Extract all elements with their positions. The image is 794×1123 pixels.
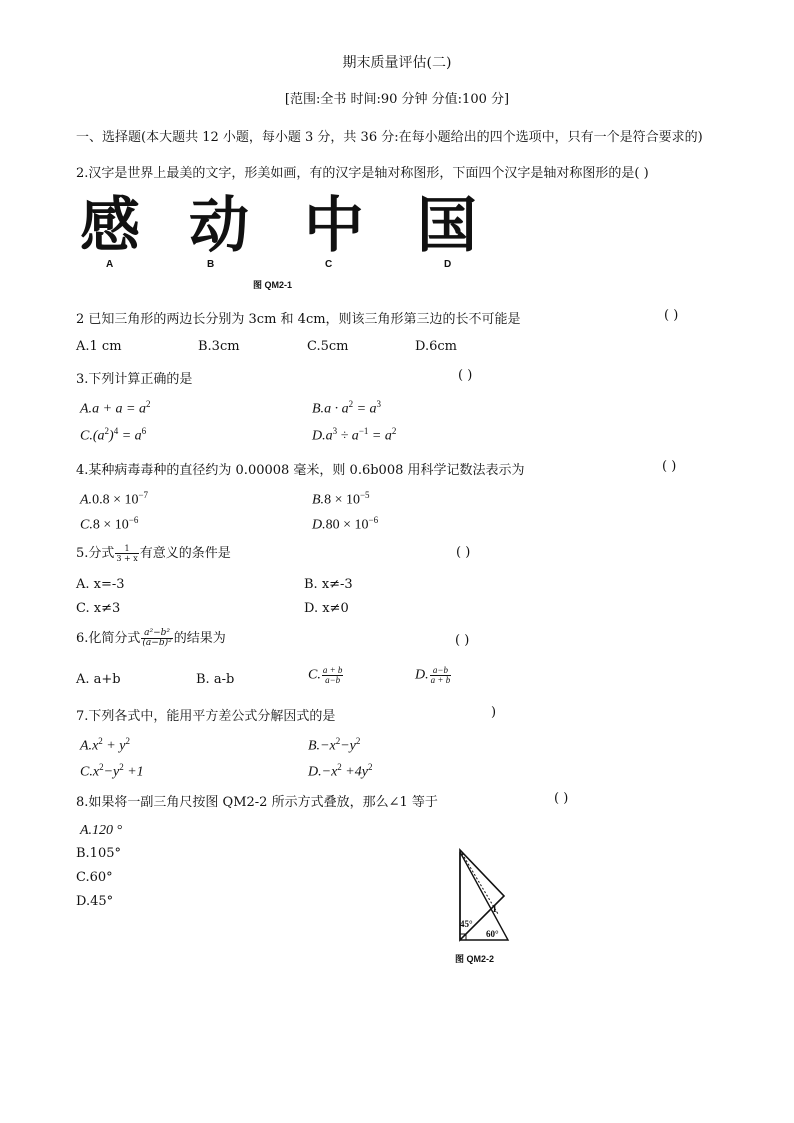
q4-option-d: $D.80 \times 10^{-6}$ <box>312 515 379 533</box>
char-label-b: B <box>207 259 215 270</box>
question-8-paren: ( ) <box>554 791 569 806</box>
question-7-paren: ) <box>491 705 497 720</box>
q6-option-c: C. $\frac{a + b}{a-b}$ <box>308 665 343 685</box>
q5-option-c: C. x≠3 <box>76 601 121 616</box>
q7-option-a: $A.x^2 + y^2$ <box>80 736 130 754</box>
figure-1-caption: 图 QM2-1 <box>253 280 293 290</box>
page-title: 期末质量评估(二) <box>342 55 452 71</box>
q3-option-b: $B.a \cdot a^2 = a^3$ <box>312 399 382 417</box>
char-a: 感 <box>80 191 140 261</box>
char-c: 中 <box>304 191 364 261</box>
q8-option-a: A.120 ° <box>80 823 123 838</box>
q5-option-a: A. x=-3 <box>76 577 125 592</box>
question-2-text: 2 已知三角形的两边长分别为 3cm 和 4cm，则该三角形第三边的长不可能是 <box>76 312 521 327</box>
q8-option-c: C.60° <box>76 870 113 885</box>
q7-option-d: $D.-x^2 +4y^2$ <box>308 762 373 780</box>
angle-1-label: 1 <box>492 904 497 915</box>
char-label-c: C <box>325 259 333 270</box>
question-3-paren: ( ) <box>458 368 473 383</box>
question-5-paren: ( ) <box>456 545 471 560</box>
q3-option-a: $A.a + a = a^2$ <box>80 399 151 417</box>
figure-2-caption: 图 QM2-2 <box>455 954 495 964</box>
triangle-rulers-figure <box>448 840 518 948</box>
q6-option-d: D. $\frac{a-b}{a + b}$ <box>415 665 451 685</box>
q8-option-d: D.45° <box>76 894 114 909</box>
q4-option-c: $C.8 \times 10^{-6}$ <box>80 515 139 533</box>
angle-45-label: 45° <box>460 919 473 929</box>
q4-option-b: $B.8 \times 10^{-5}$ <box>312 490 370 508</box>
char-b: 动 <box>189 191 249 261</box>
question-2-paren: ( ) <box>664 308 679 323</box>
q2-option-b: B.3cm <box>198 339 240 354</box>
q5-fraction: $\frac{1}{3 + x}$ <box>116 544 138 563</box>
question-6-text: 6.化简分式 $\frac{\text{a²−b²}}{\text{(a−b)²}}$ 的结果为 <box>76 628 226 648</box>
q6-option-b: B. a-b <box>196 672 235 687</box>
q5-option-b: B. x≠-3 <box>304 577 353 592</box>
section-heading: 一、选择题(本大题共 12 小题，每小题 3 分，共 36 分:在每小题给出的四个选项中，只有一个是符合要求的) <box>76 130 703 145</box>
q2-option-a: A.1 cm <box>76 339 122 354</box>
q6-option-a: A. a+b <box>76 672 121 687</box>
q7-option-b: $B.-x^2-y^2$ <box>308 736 361 754</box>
question-4-text: 4.某种病毒毒种的直径约为 0.00008 毫米，则 0.6b008 用科学记数法表示为 <box>76 463 525 478</box>
question-7-text: 7.下列各式中，能用平方差公式分解因式的是 <box>76 709 336 724</box>
q2-option-d: D.6cm <box>415 339 457 354</box>
char-label-d: D <box>444 259 452 270</box>
q8-option-b: B.105° <box>76 846 121 861</box>
q3-option-c: $C.(a^2)^4 = a^6$ <box>80 426 147 444</box>
angle-60-label: 60° <box>486 929 499 939</box>
q6-fraction: $\frac{\text{a²−b²}}{\text{(a−b)²}}$ <box>142 628 172 648</box>
char-label-a: A <box>106 259 114 270</box>
q3-option-d: $D.a^3 \div a^{-1} = a^2$ <box>312 426 397 444</box>
page-subtitle: [范围:全书 时间:90 分钟 分值:100 分] <box>284 92 510 107</box>
question-3-text: 3.下列计算正确的是 <box>76 372 193 387</box>
char-d: 国 <box>417 191 477 261</box>
q4-option-a: $A.0.8 \times 10^{-7}$ <box>80 490 149 508</box>
q5-option-d: D. x≠0 <box>304 601 349 616</box>
q2-option-c: C.5cm <box>307 339 349 354</box>
question-4-paren: ( ) <box>662 459 677 474</box>
q7-option-c: $C.x^2-y^2 +1$ <box>80 762 144 780</box>
question-8-text: 8.如果将一副三角尺按图 QM2-2 所示方式叠放，那么∠1 等于 <box>76 795 438 810</box>
question-6-paren: ( ) <box>455 633 470 648</box>
question-5-text: 5.分式 $\frac{1}{3 + x}$ 有意义的条件是 <box>76 544 231 563</box>
question-1-text: 2.汉字是世界上最美的文字，形美如画，有的汉字是轴对称图形，下面四个汉字是轴对称图形的是( ) <box>76 166 649 181</box>
